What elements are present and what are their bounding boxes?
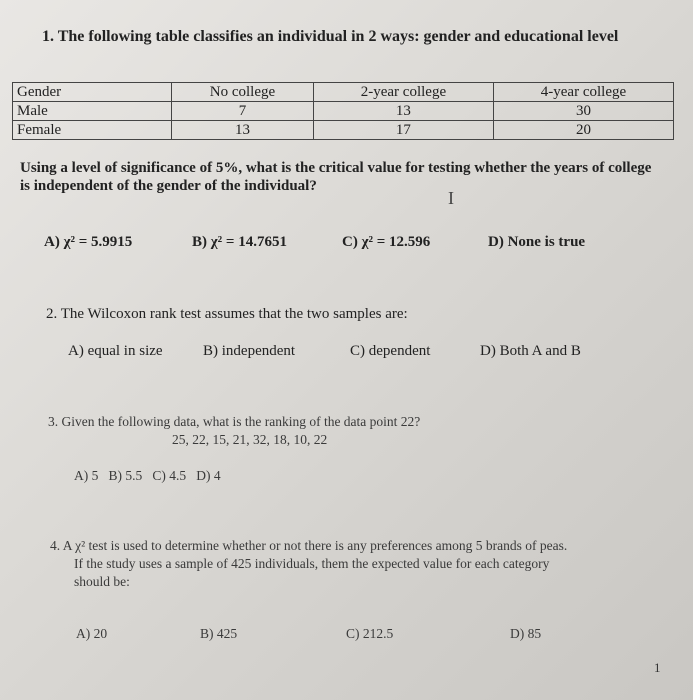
- q4-option-a: A) 20: [76, 626, 108, 641]
- q1-option-a: A) χ² = 5.9915: [44, 234, 133, 250]
- question-4-line1: 4. A χ² test is used to determine whether or not there is any preferences among 5 brands of peas.: [50, 538, 568, 553]
- table-row: [13, 102, 674, 121]
- table-row: [13, 121, 674, 140]
- q4-option-c: C) 212.5: [346, 626, 394, 641]
- question-1-title: 1. The following table classifies an individual in 2 ways: gender and educational level: [42, 28, 619, 45]
- table-header-row: [13, 83, 674, 102]
- question-1-text-line1: Using a level of significance of 5%, what is the critical value for testing whether the years of college: [20, 160, 652, 176]
- table-cell: Male: [13, 102, 172, 121]
- table-cell: 7: [172, 102, 314, 121]
- table-cell: 17: [313, 121, 493, 140]
- table-cell: 13: [172, 121, 314, 140]
- q2-option-b: B) independent: [203, 343, 296, 359]
- question-3-data: 25, 22, 15, 21, 32, 18, 10, 22: [172, 432, 328, 447]
- table-cell: 13: [313, 102, 493, 121]
- question-2-text: 2. The Wilcoxon rank test assumes that the two samples are:: [46, 306, 408, 322]
- question-3-text: 3. Given the following data, what is the ranking of the data point 22?: [48, 414, 421, 429]
- text-cursor-icon: I: [448, 188, 454, 208]
- q2-option-d: D) Both A and B: [480, 343, 581, 359]
- table-header-cell: 2-year college: [313, 83, 493, 102]
- gender-education-table: [12, 82, 674, 140]
- q2-option-a: A) equal in size: [68, 343, 163, 359]
- q1-option-b: B) χ² = 14.7651: [192, 234, 287, 250]
- table-cell: 20: [493, 121, 673, 140]
- q1-option-c: C) χ² = 12.596: [342, 234, 431, 250]
- q3-options: A) 5 B) 5.5 C) 4.5 D) 4: [74, 468, 221, 483]
- question-4-line3: should be:: [74, 574, 130, 589]
- table-header-cell: No college: [172, 83, 314, 102]
- table-cell: 30: [493, 102, 673, 121]
- q2-option-c: C) dependent: [350, 343, 431, 359]
- table-header-cell: Gender: [13, 83, 172, 102]
- q4-option-d: D) 85: [510, 626, 542, 641]
- table-header-cell: 4-year college: [493, 83, 673, 102]
- table-cell: Female: [13, 121, 172, 140]
- page-number: 1: [654, 660, 661, 675]
- q4-option-b: B) 425: [200, 626, 238, 641]
- question-4-line2: If the study uses a sample of 425 individuals, them the expected value for each category: [74, 556, 550, 571]
- question-1-text-line2: is independent of the gender of the individual?: [20, 178, 317, 194]
- q1-option-d: D) None is true: [488, 234, 586, 250]
